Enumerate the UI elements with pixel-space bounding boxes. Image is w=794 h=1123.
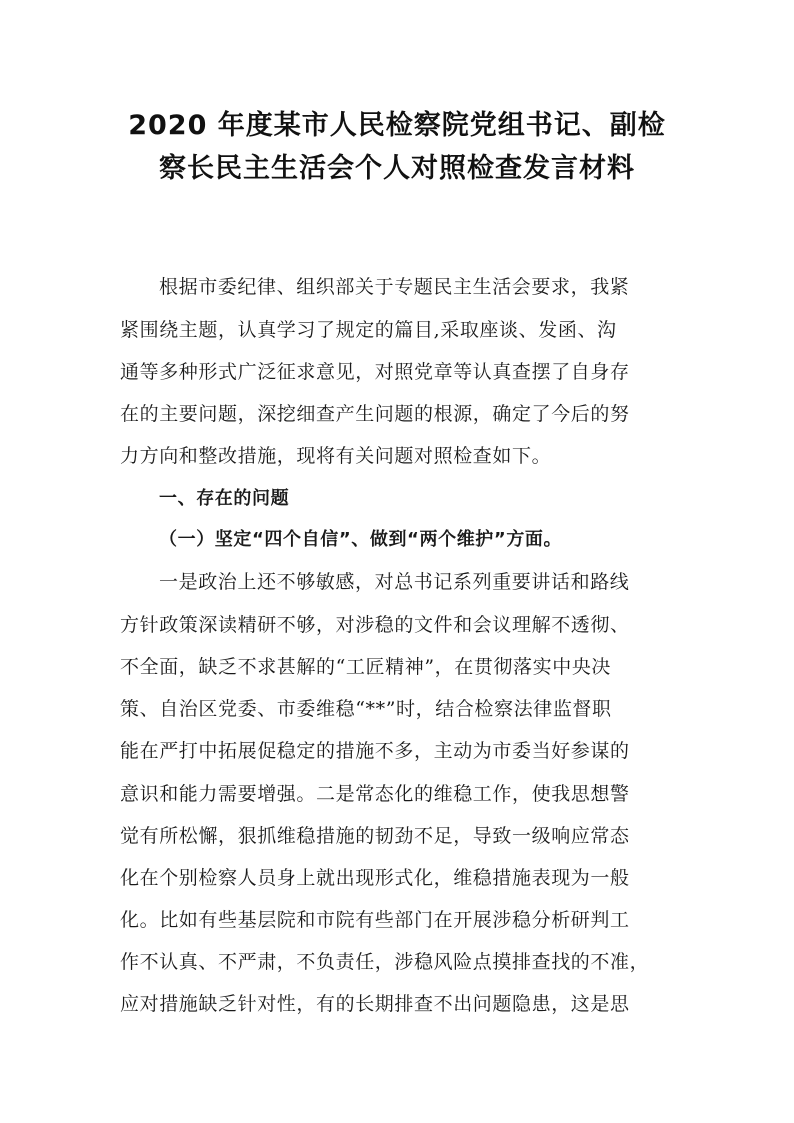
paragraph-line: 不全面，缺乏不求甚解的“工匠精神”，在贯彻落实中央决 [120,656,612,678]
document-title-line-2: 察长民主生活会个人对照检查发言材料 [159,153,635,184]
paragraph-line: 化在个别检察人员身上就出现形式化，维稳措施表现为一般 [120,867,630,889]
paragraph-line: 策、自治区党委、市委维稳“**”时，结合检察法律监督职 [120,698,612,720]
paragraph-line: 觉有所松懈，狠抓维稳措施的韧劲不足，导致一级响应常态 [120,825,630,847]
paragraph-line: 一是政治上还不够敏感，对总书记系列重要讲话和路线 [159,571,630,593]
paragraph-line: 化。比如有些基层院和市院有些部门在开展涉稳分析研判工 [120,909,630,931]
paragraph-line: 应对措施缺乏针对性，有的长期排查不出问题隐患，这是思 [120,993,630,1015]
paragraph-line: 意识和能力需要增强。二是常态化的维稳工作，使我思想警 [120,783,630,805]
document-title-line-1: 2020 年度某市人民检察院党组书记、副检 [128,110,666,141]
paragraph-line: 通等多种形式广泛征求意见，对照党章等认真查摆了自身存 [120,361,630,383]
paragraph-line: 作不认真、不严肃，不负责任，涉稳风险点摸排查找的不准， [120,951,650,973]
paragraph-line: 紧围绕主题，认真学习了规定的篇目,采取座谈、发函、沟 [120,319,617,341]
subsection-heading: （一）坚定“四个自信”、做到“两个维护”方面。 [159,529,563,550]
paragraph-line: 在的主要问题，深挖细查产生问题的根源，确定了今后的努 [120,403,630,425]
paragraph-line: 能在严打中拓展促稳定的措施不多，主动为市委当好参谋的 [120,740,630,762]
paragraph-line: 力方向和整改措施，现将有关问题对照检查如下。 [120,445,552,467]
paragraph-line: 根据市委纪律、组织部关于专题民主生活会要求，我紧 [159,276,630,298]
paragraph-line: 方针政策深读精研不够，对涉稳的文件和会议理解不透彻、 [120,614,630,636]
section-heading: 一、存在的问题 [159,488,290,509]
